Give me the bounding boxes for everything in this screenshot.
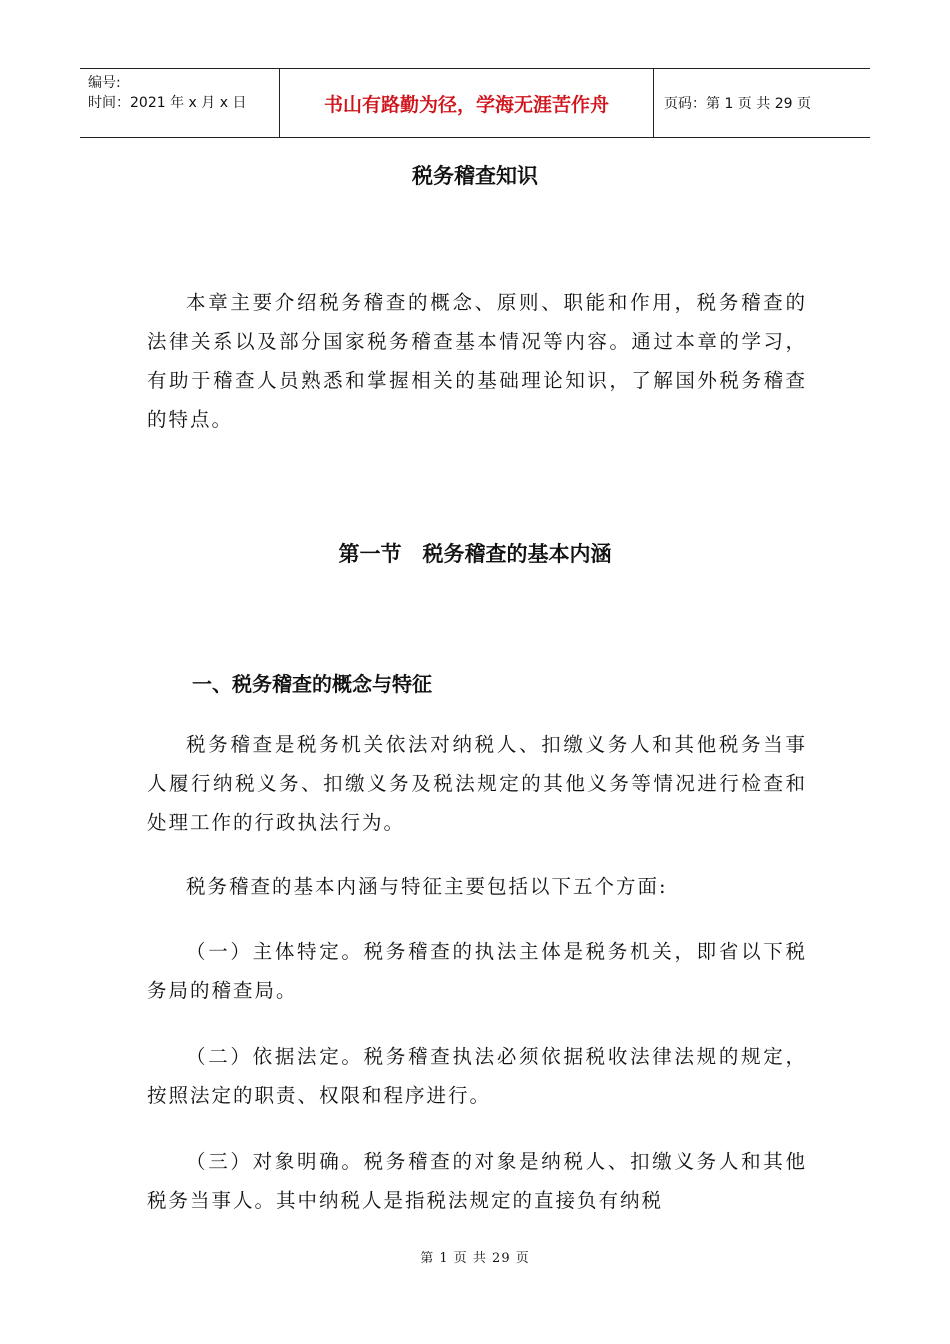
page-footer: 第 1 页 共 29 页 xyxy=(420,1251,530,1266)
header-motto: 书山有路勤为径，学海无涯苦作舟 xyxy=(280,69,654,137)
header-meta xyxy=(80,69,280,137)
body-paragraph-item-1: （一）主体特定。税务稽查的执法主体是税务机关，即省以下税务局的稽查局。 xyxy=(147,940,807,1002)
page-header xyxy=(80,68,870,138)
document-number-label: 编号: xyxy=(88,75,121,91)
intro-paragraph: 本章主要介绍税务稽查的概念、原则、职能和作用，税务稽查的法律关系以及部分国家税务稽查基本情况等内容。通过本章的学习，有助于稽查人员熟悉和掌握相关的基础理论知识，了解国外税务稽查的特点。 xyxy=(147,291,807,431)
header-page-code: 页码：第 1 页 共 29 页 xyxy=(664,96,811,112)
body-paragraph-definition: 税务稽查是税务机关依法对纳税人、扣缴义务人和其他税务当事人履行纳税义务、扣缴义务及税法规定的其他义务等情况进行检查和处理工作的行政执法行为。 xyxy=(147,733,807,834)
document-title: 税务稽查知识 xyxy=(412,164,538,188)
subsection-title: 一、税务稽查的概念与特征 xyxy=(192,672,432,696)
body-paragraph-overview: 税务稽查的基本内涵与特征主要包括以下五个方面: xyxy=(186,875,668,898)
body-paragraph-item-2: （二）依据法定。税务稽查执法必须依据税收法律法规的规定，按照法定的职责、权限和程序进行。 xyxy=(147,1045,807,1107)
document-time-label: 时间：2021 年 x 月 x 日 xyxy=(88,95,247,111)
section-title: 第一节 税务稽查的基本内涵 xyxy=(338,542,612,566)
body-paragraph-item-3: （三）对象明确。税务稽查的对象是纳税人、扣缴义务人和其他税务当事人。其中纳税人是指税法规定的直接负有纳税 xyxy=(147,1150,807,1212)
